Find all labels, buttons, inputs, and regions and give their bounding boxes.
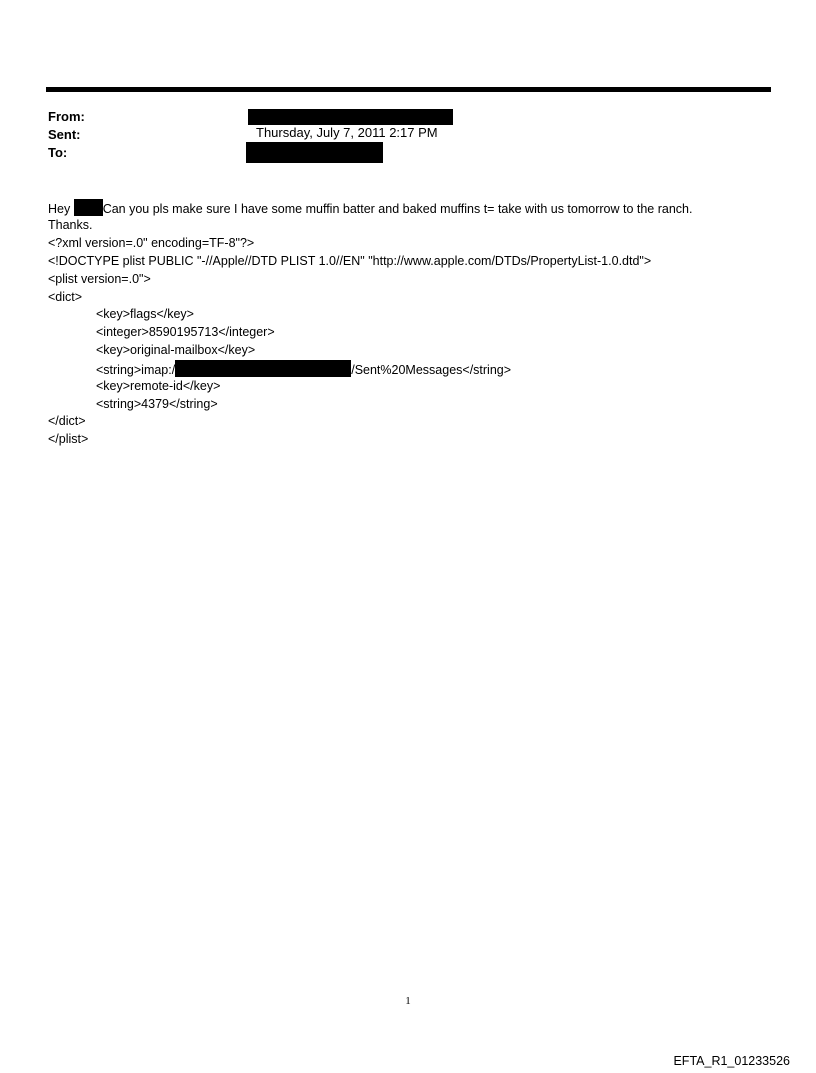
dict-open: <dict> [48,290,83,304]
sent-value: Thursday, July 7, 2011 2:17 PM [256,125,438,140]
greeting-message: Can you pls make sure I have some muffin batter and baked muffins t= take with us tomorrow to the ranch. [102,202,693,216]
mailbox-redaction [175,360,351,377]
doctype-line: <!DOCTYPE plist PUBLIC "-//Apple//DTD PLIST 1.0//EN" "http://www.apple.com/DTDs/PropertyList-1.0.dtd"> [48,254,652,268]
thanks-line: Thanks. [48,218,93,232]
header-rule [46,87,771,92]
plist-close: </plist> [48,432,89,446]
greeting-line [48,199,692,217]
integer-flags: <integer>8590195713</integer> [96,325,275,339]
string-imap [96,360,511,378]
imap-prefix: <string>imap:/ [96,363,176,377]
plist-open: <plist version=.0"> [48,272,151,286]
to-redaction [246,142,383,163]
key-original-mailbox: <key>original-mailbox</key> [96,343,256,357]
key-flags: <key>flags</key> [96,307,194,321]
string-remote-id: <string>4379</string> [96,397,218,411]
greeting-start: Hey [48,202,74,216]
xml-declaration: <?xml version=.0" encoding=TF-8"?> [48,236,255,250]
to-label: To: [48,145,68,160]
dict-close: </dict> [48,414,86,428]
page-number: 1 [405,995,411,1007]
from-redaction [248,109,453,125]
from-label: From: [48,109,85,124]
name-redaction [74,199,103,216]
key-remote-id: <key>remote-id</key> [96,379,221,393]
sent-label: Sent: [48,127,81,142]
imap-suffix: /Sent%20Messages</string> [351,363,512,377]
document-id: EFTA_R1_01233526 [673,1054,790,1068]
